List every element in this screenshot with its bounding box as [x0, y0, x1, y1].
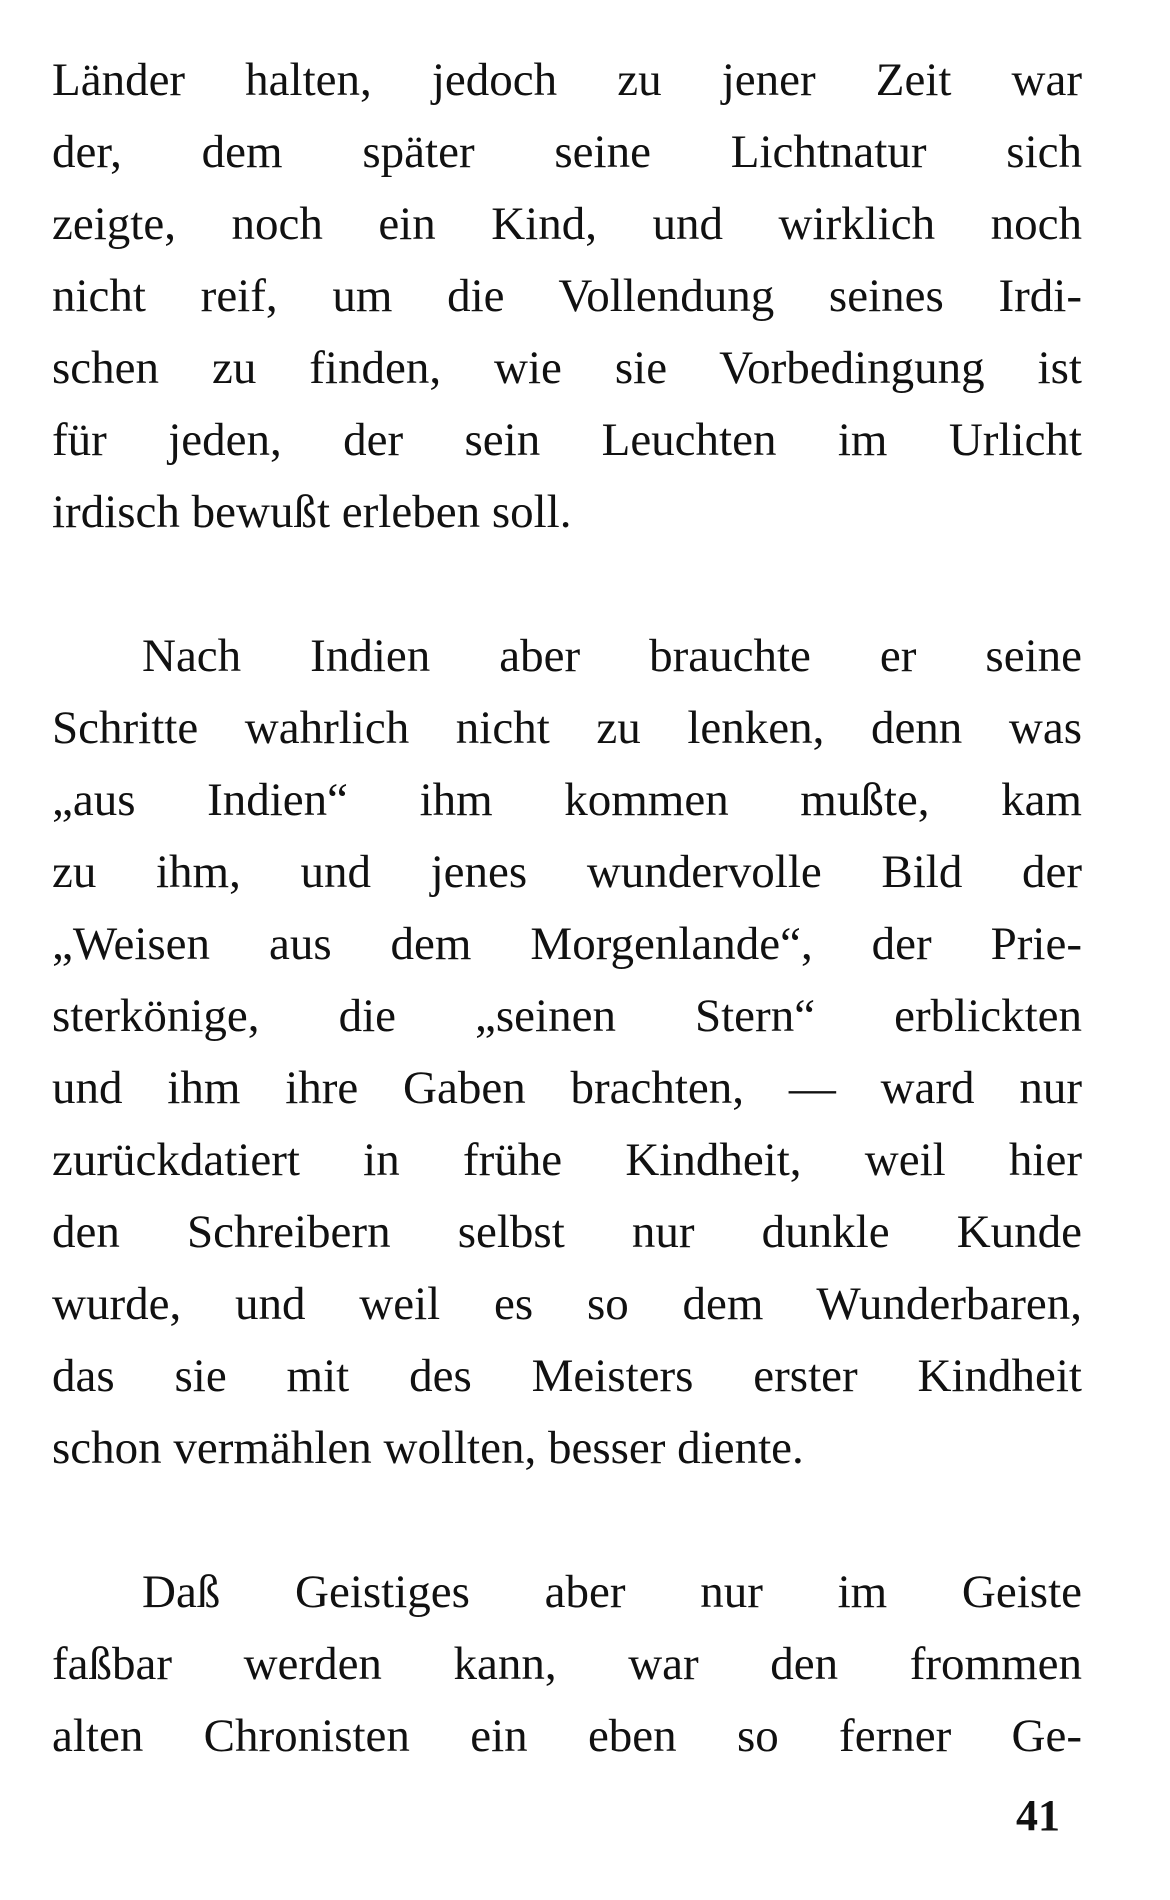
text-line: Daß Geistiges aber nur im Geiste — [142, 1566, 1082, 1618]
text-line: der, dem später seine Lichtnatur sich — [52, 126, 1082, 178]
page-number: 41 — [1016, 1791, 1060, 1840]
text-line: das sie mit des Meisters erster Kindheit — [52, 1350, 1082, 1402]
text-line: und ihm ihre Gaben brachten, — ward nur — [52, 1062, 1082, 1114]
text-line: Schritte wahrlich nicht zu lenken, denn was — [52, 702, 1082, 754]
text-line: Nach Indien aber brauchte er seine — [142, 630, 1082, 682]
text-line: zeigte, noch ein Kind, und wirklich noch — [52, 198, 1082, 250]
text-line: den Schreibern selbst nur dunkle Kunde — [52, 1206, 1082, 1258]
text-line: faßbar werden kann, war den frommen — [52, 1638, 1082, 1690]
text-line: zurückdatiert in frühe Kindheit, weil hier — [52, 1134, 1082, 1186]
text-line: schon vermählen wollten, besser diente. — [52, 1422, 804, 1474]
text-line: nicht reif, um die Vollendung seines Irdi- — [52, 270, 1082, 322]
text-line: zu ihm, und jenes wundervolle Bild der — [52, 846, 1082, 898]
text-line: sterkönige, die „seinen Stern“ erblickten — [52, 990, 1082, 1042]
text-line: irdisch bewußt erleben soll. — [52, 486, 572, 538]
text-line: „aus Indien“ ihm kommen mußte, kam — [52, 774, 1082, 826]
text-line: alten Chronisten ein eben so ferner Ge- — [52, 1710, 1082, 1762]
text-line: wurde, und weil es so dem Wunderbaren, — [52, 1278, 1082, 1330]
text-line: schen zu finden, wie sie Vorbedingung ist — [52, 342, 1082, 394]
text-line: für jeden, der sein Leuchten im Urlicht — [52, 414, 1082, 466]
text-line: „Weisen aus dem Morgenlande“, der Prie- — [52, 918, 1082, 970]
text-line: Länder halten, jedoch zu jener Zeit war — [52, 54, 1082, 106]
